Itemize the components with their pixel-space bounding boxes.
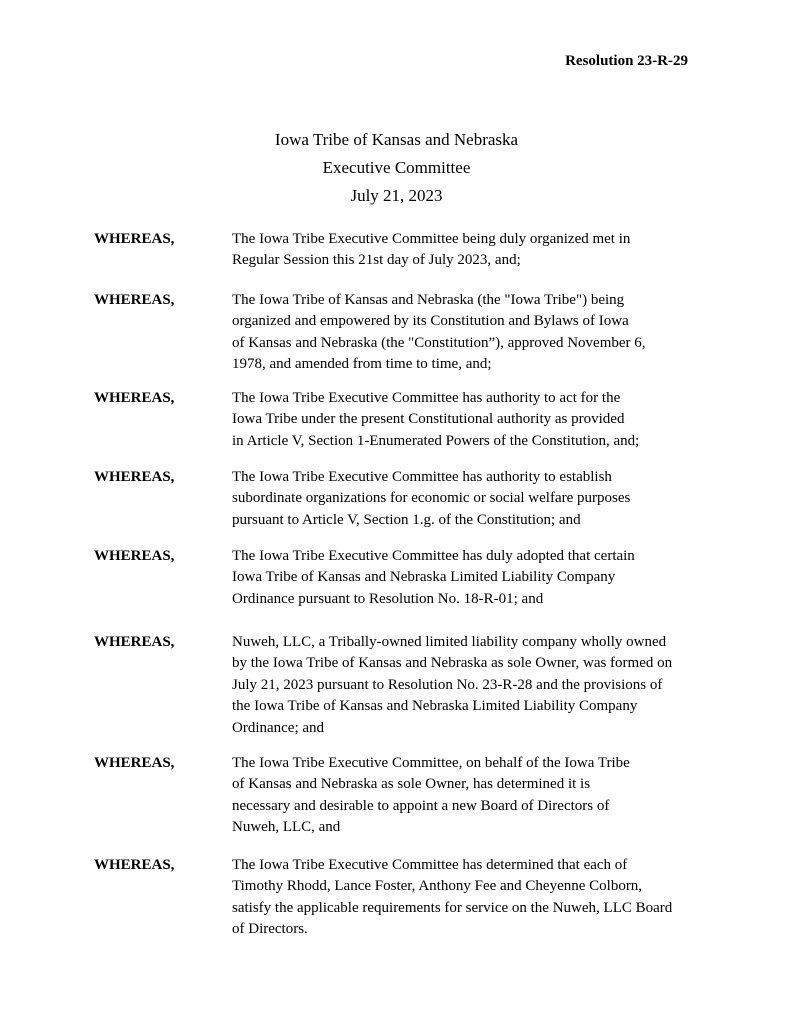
header-tribe-name: Iowa Tribe of Kansas and Nebraska <box>274 130 519 149</box>
clause-label: WHEREAS, <box>94 469 175 485</box>
clause-text <box>232 855 702 941</box>
clause-line: Ordinance; and <box>232 719 325 736</box>
clause-line: necessary and desirable to appoint a new Board of Directors of <box>232 797 610 814</box>
clause-label: WHEREAS, <box>94 634 175 650</box>
clause-text <box>232 632 702 739</box>
clause-line: Nuweh, LLC, and <box>232 819 341 836</box>
clause-line: of Kansas and Nebraska (the "Constitution”), approved November 6, <box>232 334 646 351</box>
clause-line: The Iowa Tribe Executive Committee has determined that each of <box>232 857 628 873</box>
clause-text <box>232 753 702 839</box>
clause-line: Ordinance pursuant to Resolution No. 18-R-01; and <box>232 590 544 607</box>
clause-text <box>232 229 702 272</box>
clause-line: satisfy the applicable requirements for service on the Nuweh, LLC Board <box>232 899 673 916</box>
clause-line: 1978, and amended from time to time, and; <box>232 356 492 373</box>
clause-text <box>232 467 702 531</box>
clause-label: WHEREAS, <box>94 231 175 247</box>
clause-line: Regular Session this 21st day of July 2023, and; <box>232 252 521 269</box>
clause-line: The Iowa Tribe Executive Committee has authority to establish <box>232 469 612 485</box>
clause-label: WHEREAS, <box>94 390 175 406</box>
clause-text <box>232 546 702 610</box>
clause-label: WHEREAS, <box>94 857 175 873</box>
document-header <box>0 126 791 210</box>
clause-line: The Iowa Tribe of Kansas and Nebraska (the "Iowa Tribe") being <box>232 292 625 308</box>
clause-line: subordinate organizations for economic or social welfare purposes <box>232 490 631 507</box>
clause-line: by the Iowa Tribe of Kansas and Nebraska as sole Owner, was formed on <box>232 655 673 672</box>
clause-line: Nuweh, LLC, a Tribally-owned limited liability company wholly owned <box>232 634 667 650</box>
clause-line: of Kansas and Nebraska as sole Owner, has determined it is <box>232 776 591 793</box>
clause-line: of Directors. <box>232 921 308 938</box>
header-committee: Executive Committee <box>322 158 471 177</box>
clause-line: The Iowa Tribe Executive Committee has authority to act for the <box>232 390 621 406</box>
resolution-number: Resolution 23-R-29 <box>565 53 688 69</box>
clause-line: in Article V, Section 1-Enumerated Powers of the Constitution, and; <box>232 432 640 449</box>
clause-line: organized and empowered by its Constitution and Bylaws of Iowa <box>232 313 629 330</box>
clause-line: The Iowa Tribe Executive Committee being duly organized met in <box>232 231 631 247</box>
clause-line: pursuant to Article V, Section 1.g. of the Constitution; and <box>232 511 581 528</box>
header-date: July 21, 2023 <box>350 186 443 205</box>
clause-line: July 21, 2023 pursuant to Resolution No. 23-R-28 and the provisions of <box>232 676 663 693</box>
clause-text <box>232 290 702 376</box>
clause-line: The Iowa Tribe Executive Committee has duly adopted that certain <box>232 548 635 564</box>
clause-label: WHEREAS, <box>94 755 175 771</box>
clause-line: Iowa Tribe of Kansas and Nebraska Limited Liability Company <box>232 569 616 586</box>
clause-line: The Iowa Tribe Executive Committee, on behalf of the Iowa Tribe <box>232 755 630 771</box>
clause-label: WHEREAS, <box>94 548 175 564</box>
clause-label: WHEREAS, <box>94 292 175 308</box>
clause-line: the Iowa Tribe of Kansas and Nebraska Limited Liability Company <box>232 698 638 715</box>
clause-line: Timothy Rhodd, Lance Foster, Anthony Fee and Cheyenne Colborn, <box>232 878 643 895</box>
clause-line: Iowa Tribe under the present Constitutional authority as provided <box>232 411 625 428</box>
clause-text <box>232 388 702 452</box>
